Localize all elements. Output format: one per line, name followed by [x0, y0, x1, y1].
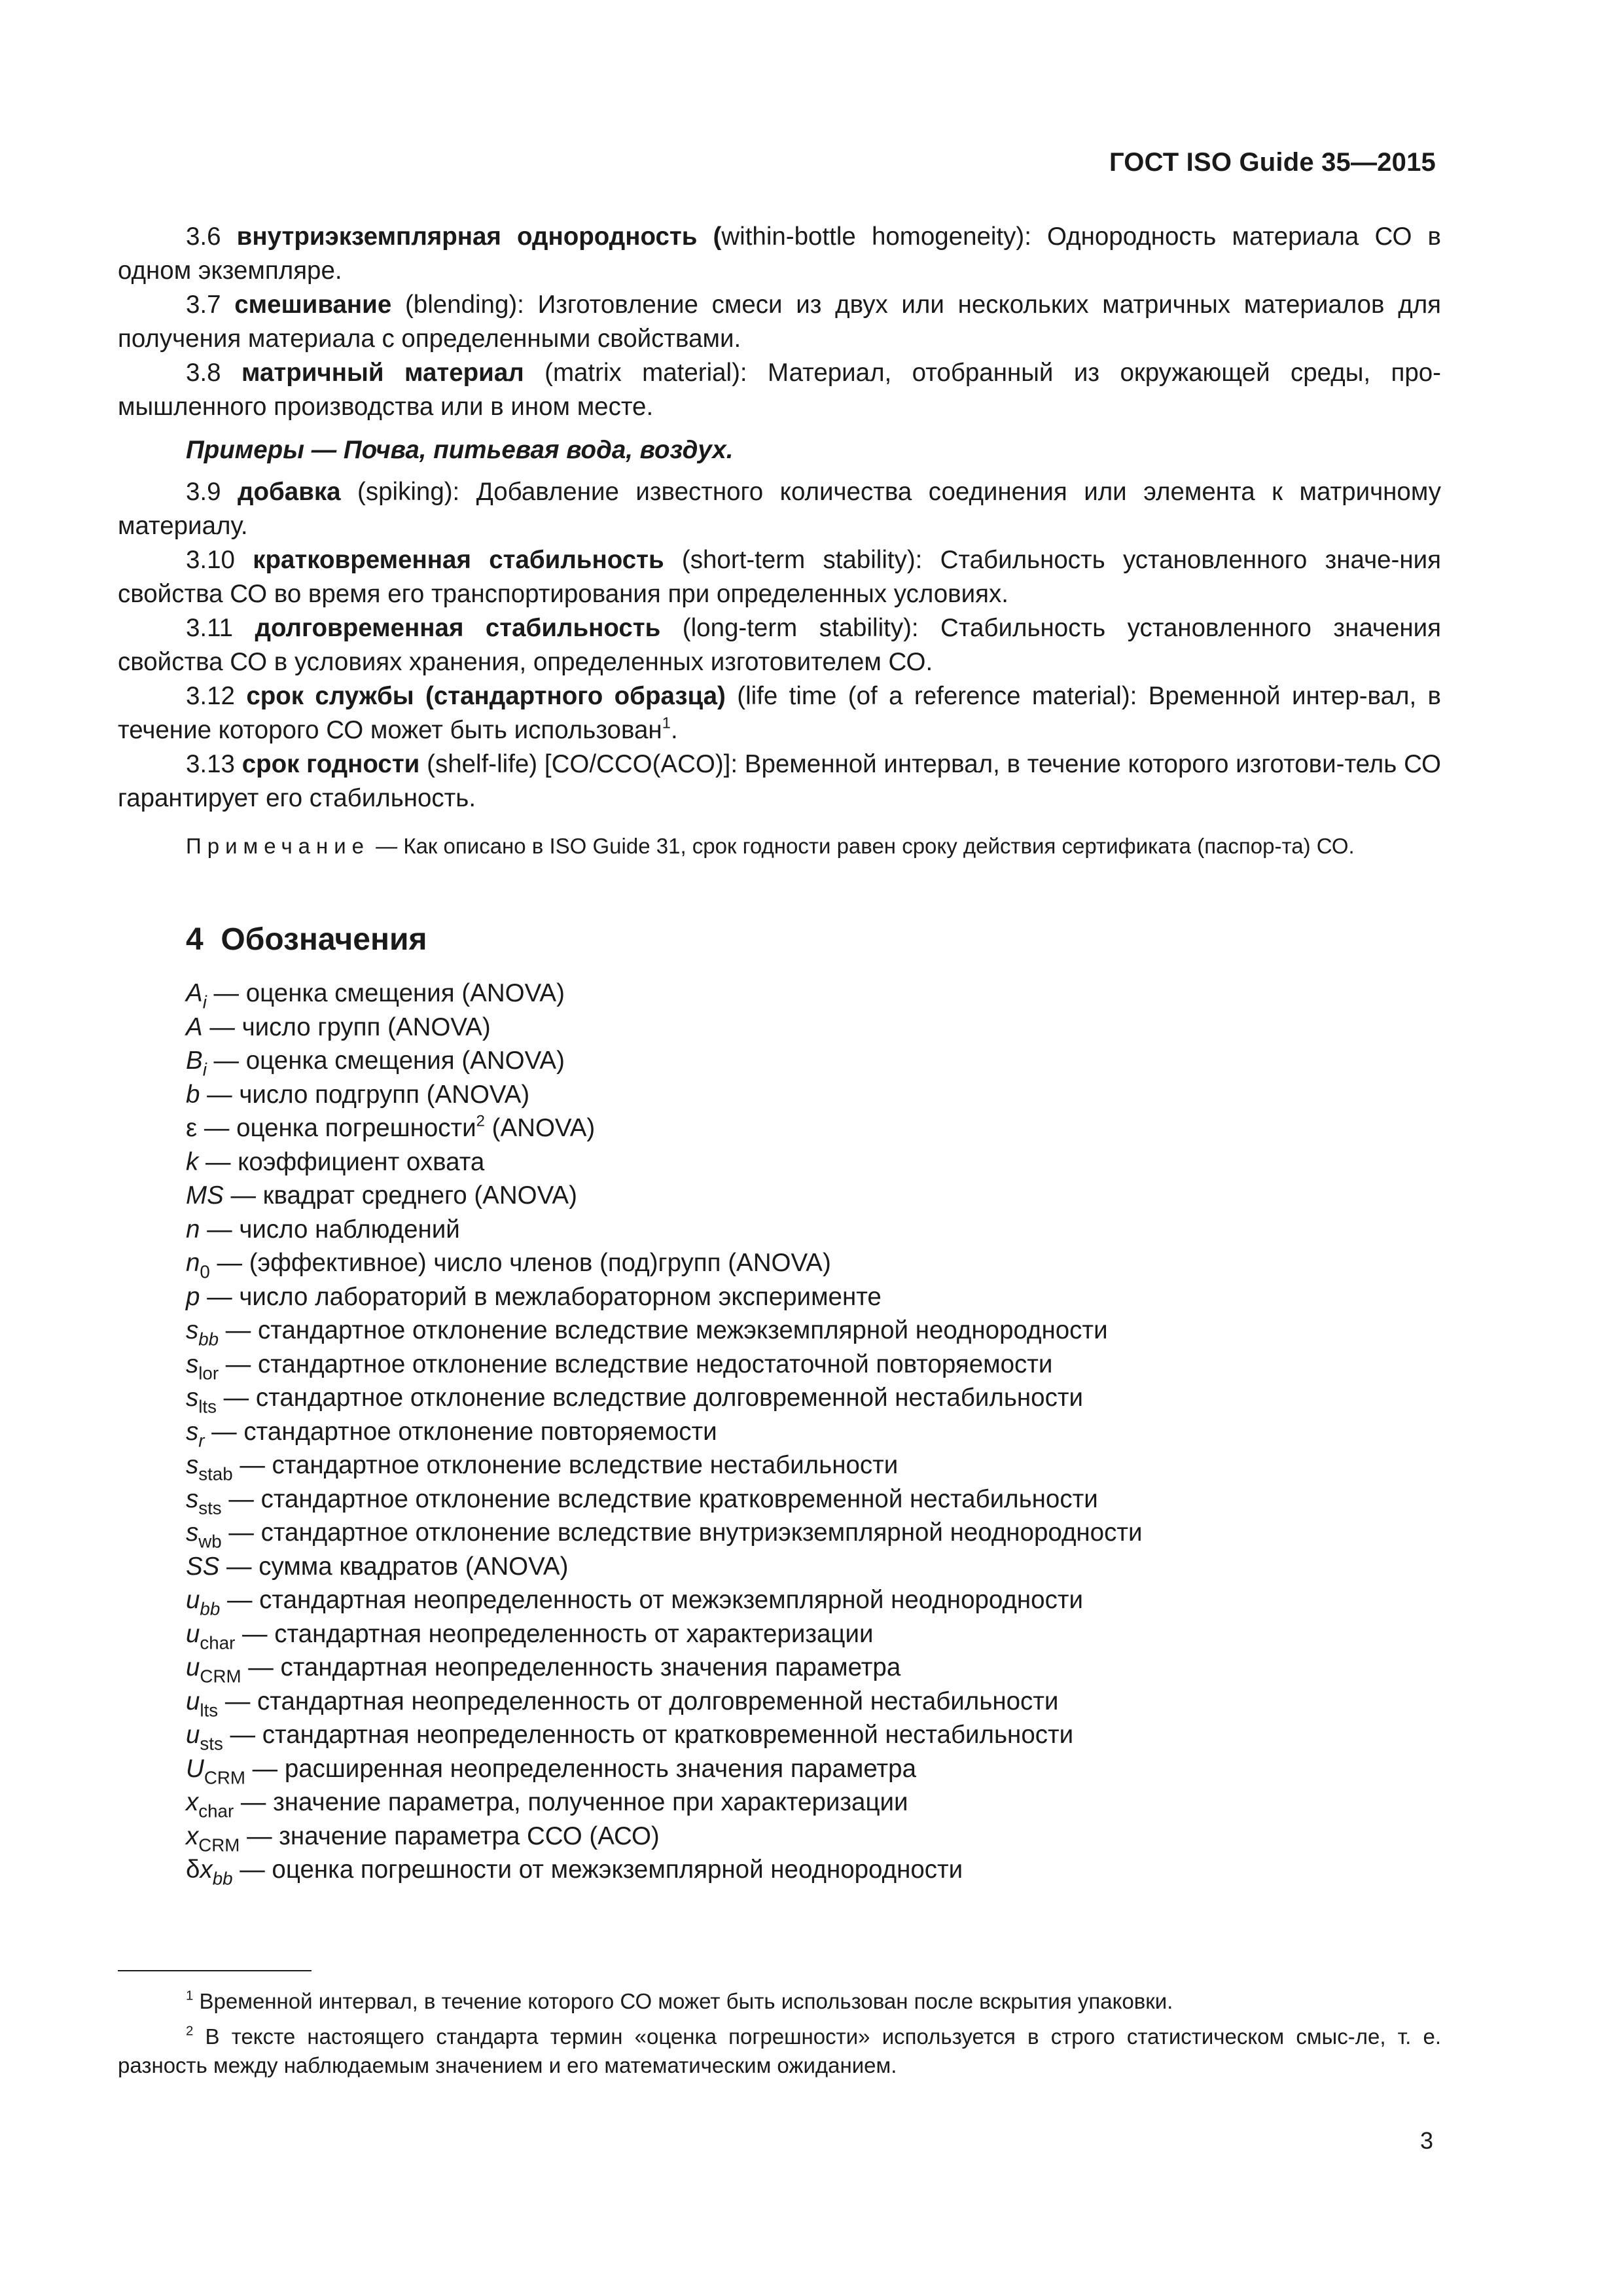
definition-term: срок службы (стандартного образца)	[246, 682, 726, 710]
definition-term: долговременная стабильность	[255, 614, 661, 642]
symbol-list	[186, 977, 1441, 1887]
symbol: u	[186, 1586, 200, 1614]
definition-number: 3.9	[186, 478, 221, 506]
symbol-subscript: wb	[198, 1531, 222, 1552]
document-body	[118, 220, 1441, 1887]
definition-number: 3.13	[186, 750, 235, 778]
symbol-subscript: lor	[198, 1363, 219, 1384]
definition-text: within-bottle homogeneity): Однородность материала СО в одном экземпляре.	[118, 223, 1441, 285]
symbol-item	[186, 1752, 1441, 1786]
symbol: B	[186, 1047, 203, 1075]
symbol-item	[186, 1145, 1441, 1179]
symbol-description: — стандартное отклонение вследствие долговременной нестабильности	[216, 1384, 1083, 1412]
symbol-description: — квадрат среднего (ANOVA)	[223, 1181, 577, 1210]
symbol-item	[186, 1785, 1441, 1820]
symbol: n	[186, 1215, 200, 1244]
symbol-subscript: lts	[200, 1700, 219, 1721]
symbol: A	[186, 979, 203, 1007]
symbol: s	[186, 1518, 199, 1547]
symbol-subscript: sts	[198, 1498, 222, 1518]
symbol-item	[186, 1213, 1441, 1247]
symbol-description: — стандартная неопределенность от характеризации	[235, 1619, 874, 1648]
symbol-description: — число групп (ANOVA)	[202, 1013, 491, 1041]
symbol-description: — сумма квадратов (ANOVA)	[219, 1552, 569, 1581]
symbol-item	[186, 1314, 1441, 1348]
symbol-item	[186, 1550, 1441, 1584]
note	[118, 831, 1441, 861]
symbol-description: — коэффициент охвата	[198, 1147, 485, 1176]
definition-3-11	[118, 611, 1441, 679]
symbol-item	[186, 1044, 1441, 1078]
symbol-subscript: bb	[200, 1598, 221, 1619]
symbol-subscript: i	[202, 992, 207, 1013]
symbol-subscript: char	[198, 1801, 234, 1821]
symbol: u	[186, 1653, 200, 1681]
symbol-item	[186, 1448, 1441, 1482]
symbol-description: — оценка смещения (ANOVA)	[206, 979, 565, 1007]
symbol-description: — число подгрупп (ANOVA)	[200, 1080, 530, 1109]
symbol-item	[186, 1820, 1441, 1854]
definition-term: смешивание	[234, 291, 392, 319]
footnote-text: В тексте настоящего стандарта термин «оценка погрешности» используется в строго статистическом смыс-ле, т. е. разность между наблюдаемым значением и его математическим ожиданием.	[118, 2024, 1441, 2077]
symbol-item	[186, 1482, 1441, 1516]
definition-text: (blending): Изготовление смеси из двух или нескольких матричных материалов для получения материала с определенными свойствами.	[118, 291, 1442, 353]
symbol-description: — стандартное отклонение вследствие недостаточной повторяемости	[219, 1350, 1053, 1378]
symbol-description: — число лабораторий в межлабораторном эксперименте	[200, 1282, 882, 1311]
symbol-item	[186, 1651, 1441, 1685]
definition-3-12	[118, 679, 1441, 747]
symbol-description: — оценка смещения (ANOVA)	[206, 1047, 565, 1075]
definition-term: кратковременная стабильность	[253, 546, 664, 574]
definition-end: .	[670, 716, 678, 744]
symbol-description: — стандартная неопределенность значения параметра	[241, 1653, 901, 1681]
definition-text: (long-term stability): Стабильность установленного значения свойства СО в условиях хранения, определенных изготовителем СО.	[118, 614, 1441, 676]
section-number: 4	[186, 922, 204, 957]
symbol-item	[186, 1718, 1441, 1752]
symbol: u	[186, 1687, 200, 1715]
definition-number: 3.11	[186, 614, 234, 642]
symbol-item	[186, 1583, 1441, 1617]
symbol-description: — стандартная неопределенность от кратковременной нестабильности	[223, 1721, 1074, 1749]
symbol: SS	[186, 1552, 220, 1581]
note-label: Примечание	[186, 834, 370, 858]
symbol-item	[186, 1111, 1441, 1145]
symbol-item	[186, 1179, 1441, 1213]
symbol: u	[186, 1721, 200, 1749]
symbol-description: — стандартное отклонение повторяемости	[204, 1417, 717, 1446]
symbol-item	[186, 1078, 1441, 1112]
definition-3-7	[118, 288, 1441, 356]
symbol-item	[186, 1246, 1441, 1280]
symbol-description: — стандартная неопределенность от межэкземплярной неоднородности	[220, 1586, 1083, 1614]
symbol: u	[186, 1619, 200, 1648]
definition-text: (short-term stability): Стабильность установленного значе-ния свойства СО во время его транспортирования при определенных условиях.	[118, 546, 1441, 608]
symbol: p	[186, 1282, 200, 1311]
symbol-item	[186, 1381, 1441, 1415]
definition-term: внутриэкземплярная однородность (	[236, 223, 722, 251]
section-title: Обозначения	[221, 922, 427, 957]
symbol-item	[186, 1685, 1441, 1719]
definition-text: (spiking): Добавление известного количества соединения или элемента к матричному материалу.	[118, 478, 1441, 540]
symbol: MS	[186, 1181, 224, 1210]
symbol-subscript: lts	[198, 1396, 217, 1417]
definition-text: (shelf-life) [CO/CCO(ACO)]: Временной интервал, в течение которого изготови-тель СО гарантирует его стабильность.	[118, 750, 1441, 812]
definition-number: 3.6	[186, 223, 221, 251]
symbol-item	[186, 977, 1441, 1011]
footnote-separator	[118, 1970, 312, 1971]
footnotes	[118, 1987, 1441, 2087]
symbol: s	[186, 1451, 199, 1479]
definition-term: добавка	[238, 478, 341, 506]
footnote-ref-2: 2	[476, 1112, 485, 1130]
symbol: A	[186, 1013, 203, 1041]
symbol: x	[186, 1821, 199, 1850]
symbol-item	[186, 1617, 1441, 1651]
symbol-description: — стандартное отклонение вследствие внутриэкземплярной неоднородности	[221, 1518, 1143, 1547]
symbol: x	[186, 1788, 199, 1816]
definition-text: (life time (of a reference material): Временной интер-вал, в течение которого СО может быть использован	[118, 682, 1441, 744]
symbol: δ	[186, 1856, 200, 1884]
symbol: ε	[186, 1114, 198, 1142]
definition-number: 3.7	[186, 291, 221, 319]
symbol-item	[186, 1853, 1441, 1887]
symbol-description: — расширенная неопределенность значения параметра	[245, 1754, 916, 1783]
definition-number: 3.10	[186, 546, 235, 574]
definition-3-8	[118, 356, 1441, 424]
symbol-description: — (эффективное) число членов (под)групп (ANOVA)	[209, 1249, 831, 1277]
document-code-header: ГОСТ ISO Guide 35—2015	[1109, 148, 1436, 177]
symbol-subscript: r	[198, 1430, 205, 1451]
symbol-subscript: i	[202, 1059, 207, 1080]
symbol-subscript: CRM	[200, 1666, 241, 1687]
footnote-2	[118, 2022, 1441, 2080]
symbol: n	[186, 1249, 200, 1277]
definition-number: 3.8	[186, 359, 221, 387]
symbol-item	[186, 1415, 1441, 1449]
footnote-mark: 2	[186, 2023, 194, 2039]
symbol-description: — значение параметра ССО (АСО)	[240, 1821, 660, 1850]
symbol: s	[186, 1350, 199, 1378]
symbol-item	[186, 1011, 1441, 1045]
definition-3-10	[118, 543, 1441, 611]
symbol-description: — стандартное отклонение вследствие кратковременной нестабильности	[221, 1484, 1098, 1513]
symbol-subscript: stab	[198, 1463, 233, 1484]
footnote-1	[118, 1987, 1441, 2016]
symbol-subscript: 0	[200, 1261, 210, 1282]
symbol-subscript: bb	[198, 1329, 219, 1350]
symbol-description: — значение параметра, полученное при характеризации	[234, 1788, 908, 1816]
symbol-subscript: sts	[200, 1733, 223, 1754]
symbol: x	[200, 1856, 213, 1884]
symbol-subscript: CRM	[204, 1767, 245, 1788]
symbol-description: — оценка погрешности от межэкземплярной неоднородности	[232, 1856, 963, 1884]
definition-text: (matrix material): Материал, отобранный из окружающей среды, про-мышленного производства или в ином месте.	[118, 359, 1441, 421]
footnote-text: Временной интервал, в течение которого СО может быть использован после вскрытия упаковки.	[193, 1989, 1173, 2013]
symbol-description-tail: (ANOVA)	[484, 1114, 596, 1142]
examples-line: Примеры — Почва, питьевая вода, воздух.	[186, 436, 734, 464]
symbol: U	[186, 1754, 204, 1783]
definition-number: 3.12	[186, 682, 235, 710]
symbol-item	[186, 1280, 1441, 1314]
symbol-subscript: char	[200, 1632, 236, 1653]
symbol-subscript: CRM	[198, 1835, 240, 1856]
section-heading	[186, 920, 1441, 960]
definition-3-13	[118, 747, 1441, 816]
symbol: s	[186, 1484, 199, 1513]
symbol-item	[186, 1516, 1441, 1550]
symbol: k	[186, 1147, 199, 1176]
symbol-subscript: bb	[212, 1868, 233, 1889]
symbol: s	[186, 1316, 199, 1344]
definition-term: срок годности	[241, 750, 420, 778]
symbol-description: — стандартное отклонение вследствие межэкземплярной неоднородности	[219, 1316, 1108, 1344]
symbol-description: — число наблюдений	[200, 1215, 460, 1244]
footnote-mark: 1	[186, 1988, 194, 2003]
definition-term: матричный материал	[241, 359, 524, 387]
symbol: s	[186, 1417, 199, 1446]
definition-3-6	[118, 220, 1441, 288]
symbol-description: — стандартное отклонение вследствие нестабильности	[232, 1451, 899, 1479]
page-number: 3	[1419, 2127, 1433, 2154]
symbol-description: — стандартная неопределенность от долговременной нестабильности	[218, 1687, 1059, 1715]
symbol: b	[186, 1080, 200, 1109]
symbol: s	[186, 1384, 199, 1412]
note-text: — Как описано в ISO Guide 31, срок годности равен сроку действия сертификата (паспор-та) СО.	[370, 834, 1355, 858]
definition-3-9	[118, 475, 1441, 543]
symbol-item	[186, 1348, 1441, 1382]
footnote-ref-1[interactable]: 1	[662, 714, 671, 732]
symbol-description: — оценка погрешности	[197, 1114, 476, 1142]
